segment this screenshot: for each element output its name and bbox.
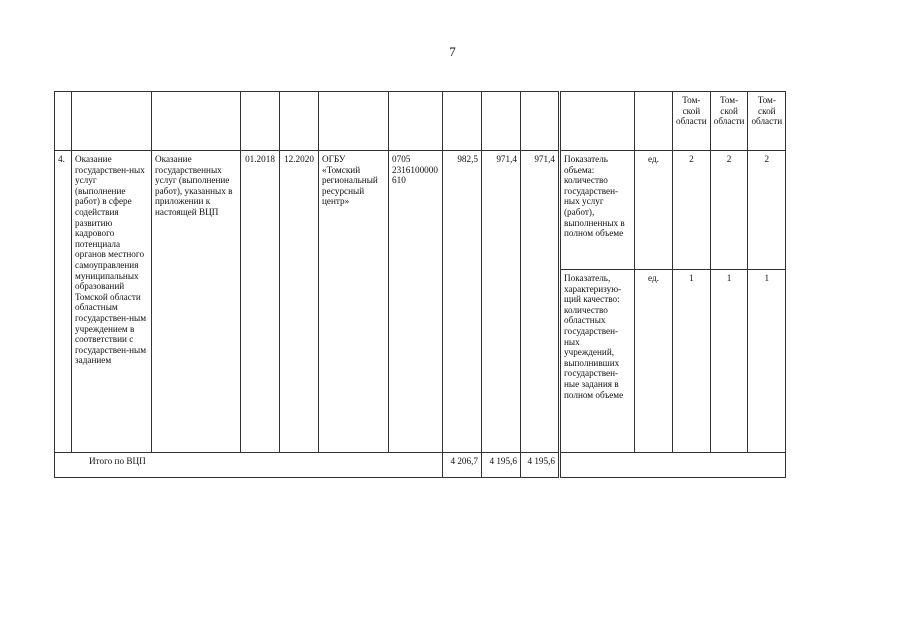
total-row [55, 453, 786, 478]
indicator-value: 1 [748, 270, 786, 453]
end-date: 12.2020 [280, 151, 319, 453]
value-3: 971,4 [521, 151, 560, 453]
total-empty [560, 453, 786, 478]
header-cell [389, 92, 443, 151]
total-label-text: Итого по ВЦП [89, 456, 146, 466]
region-label: Том- ской области [676, 95, 707, 127]
indicator-unit: ед. [635, 151, 673, 270]
value-1: 982,5 [443, 151, 482, 453]
program-table [54, 91, 786, 478]
indicator-value: 2 [673, 151, 711, 270]
region-label: Том- ской области [751, 95, 783, 127]
region-label: Том- ской области [713, 95, 745, 127]
start-date: 01.2018 [241, 151, 280, 453]
page-number: 7 [449, 44, 456, 59]
header-cell [482, 92, 521, 151]
header-cell [560, 92, 635, 151]
indicator-name: Показатель объема: количество государствен-ных услуг (работ), выполненных в полном объеме [560, 151, 635, 270]
header-cell [241, 92, 280, 151]
header-cell [319, 92, 389, 151]
region-header-2 [710, 92, 748, 151]
region-header-1 [673, 92, 711, 151]
total-value-3: 4 195,6 [521, 453, 560, 478]
total-value-2: 4 195,6 [482, 453, 521, 478]
budget-code: 0705 2316100000 610 [389, 151, 443, 453]
header-cell [280, 92, 319, 151]
indicator-value: 1 [710, 270, 748, 453]
indicator-name: Показатель, характеризую-щий качество: количество областных государствен-ных учреждений, выполнивших государствен-ные задания в полном объеме [560, 270, 635, 453]
indicator-unit: ед. [635, 270, 673, 453]
event-cell: Оказание государственных услуг (выполнение работ), указанных в приложении к настоящей ВЦП [152, 151, 241, 453]
header-cell [152, 92, 241, 151]
value-2: 971,4 [482, 151, 521, 453]
indicator-value: 2 [710, 151, 748, 270]
header-cell [72, 92, 152, 151]
header-cell [443, 92, 482, 151]
total-value-1: 4 206,7 [443, 453, 482, 478]
total-label [55, 453, 443, 478]
task-cell: Оказание государствен-ных услуг (выполнение работ) в сфере содействия развитию кадрового потенциала органов местного самоуправления муниципальных образований Томской области областным государствен-ным учреждением в соответствии с государствен-ным заданием [72, 151, 152, 453]
executor-cell: ОГБУ «Томский региональный ресурсный центр» [319, 151, 389, 453]
indicator-value: 1 [673, 270, 711, 453]
header-cell [521, 92, 560, 151]
row-number: 4. [55, 151, 72, 453]
indicator-value: 2 [748, 151, 786, 270]
table-row [55, 151, 786, 270]
region-header-3 [748, 92, 786, 151]
header-cell [635, 92, 673, 151]
header-cell [55, 92, 72, 151]
header-row [55, 92, 786, 151]
